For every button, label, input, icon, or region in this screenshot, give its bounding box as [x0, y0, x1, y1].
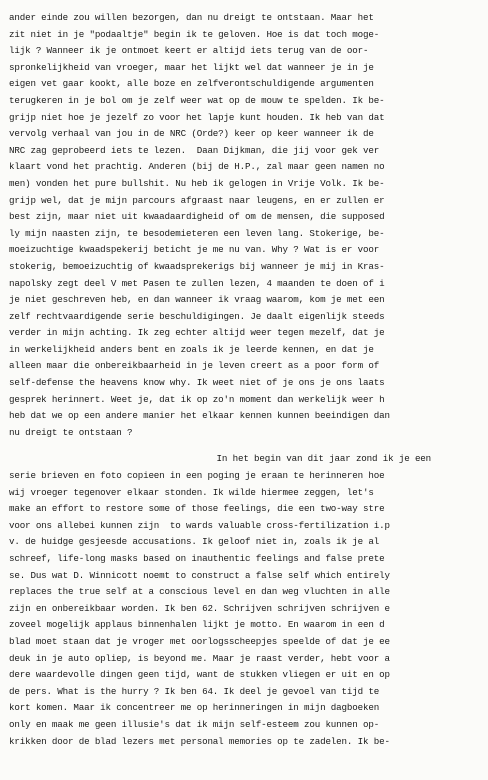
text-line: blad moet staan dat je vroger met oorlogsscheepjes speelde of dat je ee — [9, 635, 390, 647]
text-line: grijp wel, dat je mijn parcours afgraast naar leugens, en er zullen er — [9, 194, 385, 206]
text-line: alleen maar die onbereikbaarheid in je leven creert as a poor form of — [9, 360, 380, 372]
text-line: zelf rechtvaardigende serie beschuldigingen. Je daalt eigenlijk steeds — [9, 310, 385, 322]
paragraph-gap — [9, 441, 488, 451]
text-line: se. Dus wat D. Winnicott noemt to construct a false self which entirely — [9, 569, 390, 581]
text-line: lijk ? Wanneer ik je ontmoet keert er altijd iets terug van de oor- — [9, 45, 369, 57]
text-line: NRC zag geprobeerd iets te lezen. Daan Dijkman, die jij voor gek ver — [9, 144, 380, 156]
text-line: vervolg verhaal van jou in de NRC (Orde?) keer op keer wanneer ik de — [9, 128, 374, 140]
text-line: grijp niet hoe je jezelf zo voor het lapje kunt houden. Ik heb van dat — [9, 111, 385, 123]
text-line: gesprek herinnert. Weet je, dat ik op zo'n moment dan werkelijk weer h — [9, 393, 385, 405]
text-line: dere waardevolle dingen geen tijd, want de stukken vliegen er uit en op — [9, 669, 390, 681]
text-line: eigen vet gaar kookt, alle boze en zelfverontschuldigende argumenten — [9, 78, 374, 90]
text-line: serie brieven en foto copieen in een poging je eraan te herinneren hoe — [9, 470, 385, 482]
text-line: napolsky zegt deel V met Pasen te zullen lezen, 4 maanden te doen of i — [9, 277, 385, 289]
text-line: je niet geschreven heb, en dan wanneer ik vraag waarom, kom je met een — [9, 294, 385, 306]
text-line: v. de huidge gesjeesde accusations. Ik geloof niet in, zoals ik je al — [9, 536, 380, 548]
text-line: replaces the true self at a conscious level en dan weg vluchten in alle — [9, 586, 390, 598]
text-line: ly mijn naasten zijn, te besodemieteren een leven lang. Stokerige, be- — [9, 227, 385, 239]
text-line: de pers. What is the hurry ? Ik ben 64. Ik deel je gevoel van tijd te — [9, 685, 380, 697]
text-line: stokerig, bemoeizuchtig of kwaadsprekerigs bij wanneer je mij in Kras- — [9, 260, 385, 272]
text-line: zit niet in je "podaaltje" begin ik te geloven. Hoe is dat toch moge- — [9, 28, 380, 40]
letter-body — [9, 10, 488, 750]
text-line: ander einde zou willen bezorgen, dan nu dreigt te ontstaan. Maar het — [9, 12, 374, 23]
text-line: klaart vond het prachtig. Anderen (bij de H.P., zal maar geen namen no — [9, 161, 385, 173]
text-line: schreef, life-long masks based on inauthentic feelings and false prete — [9, 553, 385, 564]
text-line: terugkeren in je bol om je zelf weer wat op de mouw te spelden. Ik be- — [9, 94, 385, 106]
text-line: In het begin van dit jaar zond ik je een — [216, 453, 432, 465]
text-line: voor ons allebei kunnen zijn to wards valuable cross-fertilization i.p — [9, 519, 390, 531]
text-line: self-defense the heavens know why. Ik weet niet of je ons je ons laats — [9, 377, 385, 389]
text-line: krikken door de blad lezers met personal memories op te zadelen. Ik be- — [9, 735, 390, 747]
text-line: men) vonden het pure bullshit. Nu heb ik gelogen in Vrije Volk. Ik be- — [9, 177, 385, 189]
text-line: wij vroeger tegenover elkaar stonden. Ik wilde hiermee zeggen, let's — [9, 486, 374, 498]
text-line: make an effort to restore some of those feelings, die een two-way stre — [9, 503, 385, 515]
text-line: only en maak me geen illusie's dat ik mijn self-esteem zou kunnen op- — [9, 718, 380, 730]
text-line: heb dat we op een andere manier het elkaar kennen kunnen beeindigen dan — [9, 410, 390, 422]
text-line: zoveel mogelijk applaus binnenhalen lijkt je motto. En waarom in een d — [9, 619, 385, 631]
text-line: best zijn, maar niet uit kwaadaardigheid of om de mensen, die supposed — [9, 211, 385, 223]
text-line: moeizuchtige kwaadspekerij beticht je me nu van. Why ? Wat is er voor — [9, 244, 380, 256]
text-line: zijn en onbereikbaar worden. Ik ben 62. Schrijven schrijven schrijven e — [9, 602, 390, 614]
text-line: in werkelijkheid anders bent en zoals ik je leerde kennen, en dat je — [9, 343, 374, 355]
text-line: spronkelijkheid van vroeger, maar het lijkt wel dat wanneer je in je — [9, 61, 374, 73]
text-line: deuk in je auto opliep, is beyond me. Maar je raast verder, hebt voor a — [9, 652, 390, 664]
text-line: verder in mijn achting. Ik zeg echter altijd weer tegen mezelf, dat je — [9, 327, 385, 339]
text-line: nu dreigt te ontstaan ? — [9, 426, 133, 438]
text-line: kort komen. Maar ik concentreer me op herinneringen in mijn dagboeken — [9, 702, 380, 714]
